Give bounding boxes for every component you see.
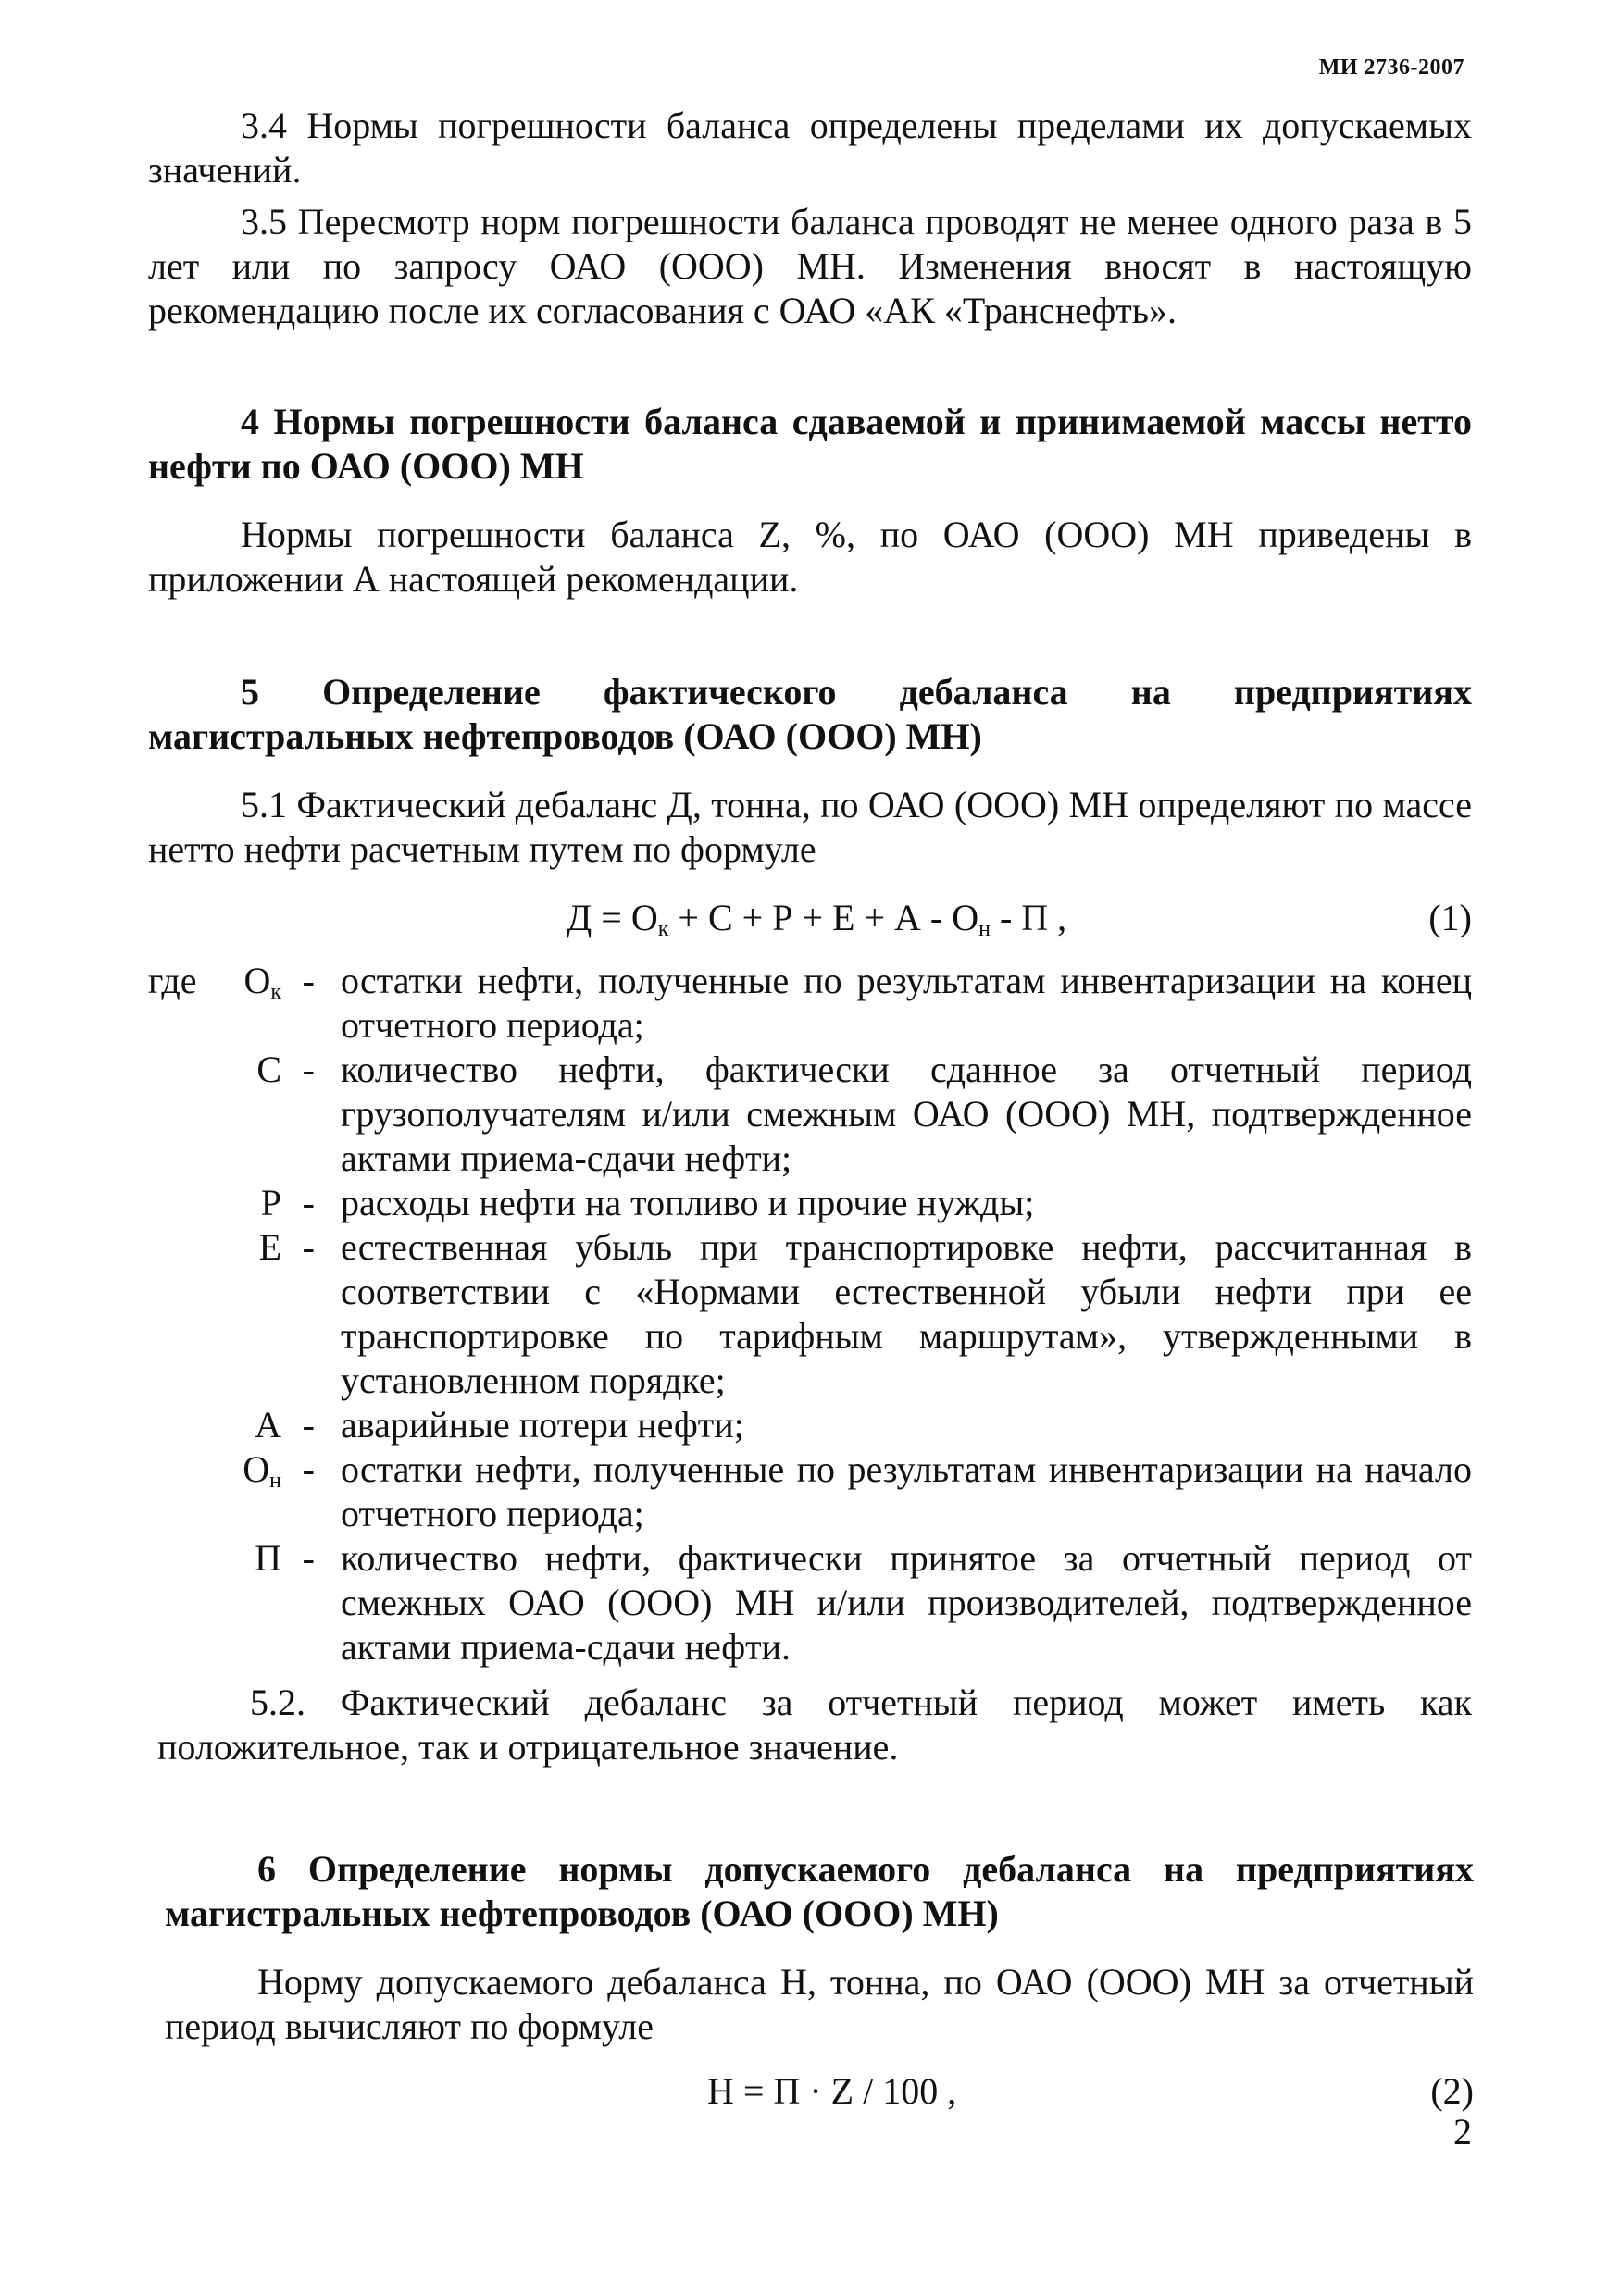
definition-symbol: Е — [258, 1226, 281, 1268]
definitions-list — [148, 959, 1472, 1669]
page-number: 2 — [1453, 2111, 1472, 2153]
where-label: где — [148, 960, 197, 1001]
definition-item: С - количество нефти, фактически сданное за отчетный период грузополучателям и/или смежным ОАО (ООО) МН, подтвержденное актами приема-сдачи нефти; — [256, 1049, 1472, 1179]
section-6-heading: 6 Определение нормы допускаемого дебаланса на предприятиях магистральных нефтепроводов (ОАО (ООО) МН) — [165, 1848, 1474, 1934]
definition-text: аварийные потери нефти; — [341, 1404, 744, 1446]
section-4 — [148, 400, 1472, 602]
definition-text: расходы нефти на топливо и прочие нужды; — [341, 1182, 1035, 1223]
paragraph-5-1: 5.1 Фактический дебаланс Д, тонна, по ОАО (ООО) МН определяют по массе нетто нефти расчетным путем по формуле — [148, 784, 1472, 870]
section-4-text: Нормы погрешности баланса Z, %, по ОАО (ООО) МН приведены в приложении А настоящей рекомендации. — [148, 514, 1472, 600]
section-4-heading: 4 Нормы погрешности баланса сдаваемой и принимаемой массы нетто нефти по ОАО (ООО) МН — [148, 401, 1472, 487]
definition-item: П - количество нефти, фактически принятое за отчетный период от смежных ОАО (ООО) МН и/или производителей, подтвержденное актами приема-сдачи нефти. — [255, 1537, 1472, 1668]
formula-1-number: (1) — [1428, 897, 1472, 938]
formula-2-expression: Н = П · Z / 100 , — [707, 2070, 957, 2112]
definition-item: Р - расходы нефти на топливо и прочие нужды; — [260, 1182, 1035, 1223]
paragraph-5-2: 5.2. Фактический дебаланс за отчетный период может иметь как положительное, так и отрицательное значение. — [157, 1682, 1472, 1768]
paragraph-5-2-block — [157, 1681, 1472, 1769]
section-5 — [148, 670, 1472, 872]
definition-text: остатки нефти, полученные по результатам инвентаризации на начало отчетного периода; — [341, 1448, 1472, 1534]
section-5-heading: 5 Определение фактического дебаланса на предприятиях магистральных нефтепроводов (ОАО (ООО) МН) — [148, 671, 1472, 757]
section-3 — [148, 104, 1472, 333]
definition-text: количество нефти, фактически сданное за отчетный период грузополучателям и/или смежным ОАО (ООО) МН, подтвержденное актами приема-сдачи нефти; — [341, 1049, 1472, 1179]
paragraph-3-4: 3.4 Нормы погрешности баланса определены пределами их допускаемых значений. — [148, 105, 1472, 191]
formula-2 — [165, 2069, 1474, 2114]
definition-symbol: А — [255, 1404, 281, 1446]
section-6 — [165, 1847, 1474, 2049]
definition-item: где $О_к$ - остатки нефти, полученные по результатам инвентаризации на конец отчетного периода; — [148, 960, 1472, 1046]
formula-1 — [148, 896, 1472, 940]
definition-symbol: $О_н$ — [243, 1448, 281, 1493]
definition-item: $О_н$ - остатки нефти, полученные по результатам инвентаризации на начало отчетного периода; — [243, 1448, 1472, 1534]
document-code: МИ 2736-2007 — [1318, 56, 1464, 80]
definition-text: количество нефти, фактически принятое за отчетный период от смежных ОАО (ООО) МН и/или производителей, подтвержденное актами приема-сдачи нефти. — [341, 1537, 1472, 1668]
definition-text: естественная убыль при транспортировке нефти, рассчитанная в соответствии с «Нормами естественной убыли нефти при ее транспортировке по тарифным маршрутам», утвержденными в установленном порядке; — [341, 1226, 1472, 1401]
section-6-text: Норму допускаемого дебаланса Н, тонна, по ОАО (ООО) МН за отчетный период вычисляют по формуле — [165, 1961, 1474, 2047]
definition-item: Е - естественная убыль при транспортировке нефти, рассчитанная в соответствии с «Нормами естественной убыли нефти при ее транспортировке по тарифным маршрутам», утвержденными в установленном порядке; — [258, 1226, 1472, 1401]
definition-symbol: $О_к$ — [243, 960, 281, 1004]
paragraph-3-5: 3.5 Пересмотр норм погрешности баланса проводят не менее одного раза в 5 лет или по запросу ОАО (ООО) МН. Изменения вносят в настоящую рекомендацию после их согласования с ОАО «АК «Транснефть». — [148, 201, 1472, 331]
definition-item: А - аварийные потери нефти; — [255, 1404, 744, 1446]
definition-symbol: Р — [260, 1182, 281, 1223]
definition-text: остатки нефти, полученные по результатам инвентаризации на конец отчетного периода; — [341, 960, 1472, 1046]
formula-1-expression: $Д = О_к + С + Р + Е + А - О_н - П$ , — [567, 897, 1067, 941]
definition-symbol: П — [255, 1537, 281, 1579]
formula-2-number: (2) — [1430, 2070, 1474, 2112]
definition-symbol: С — [256, 1049, 281, 1090]
